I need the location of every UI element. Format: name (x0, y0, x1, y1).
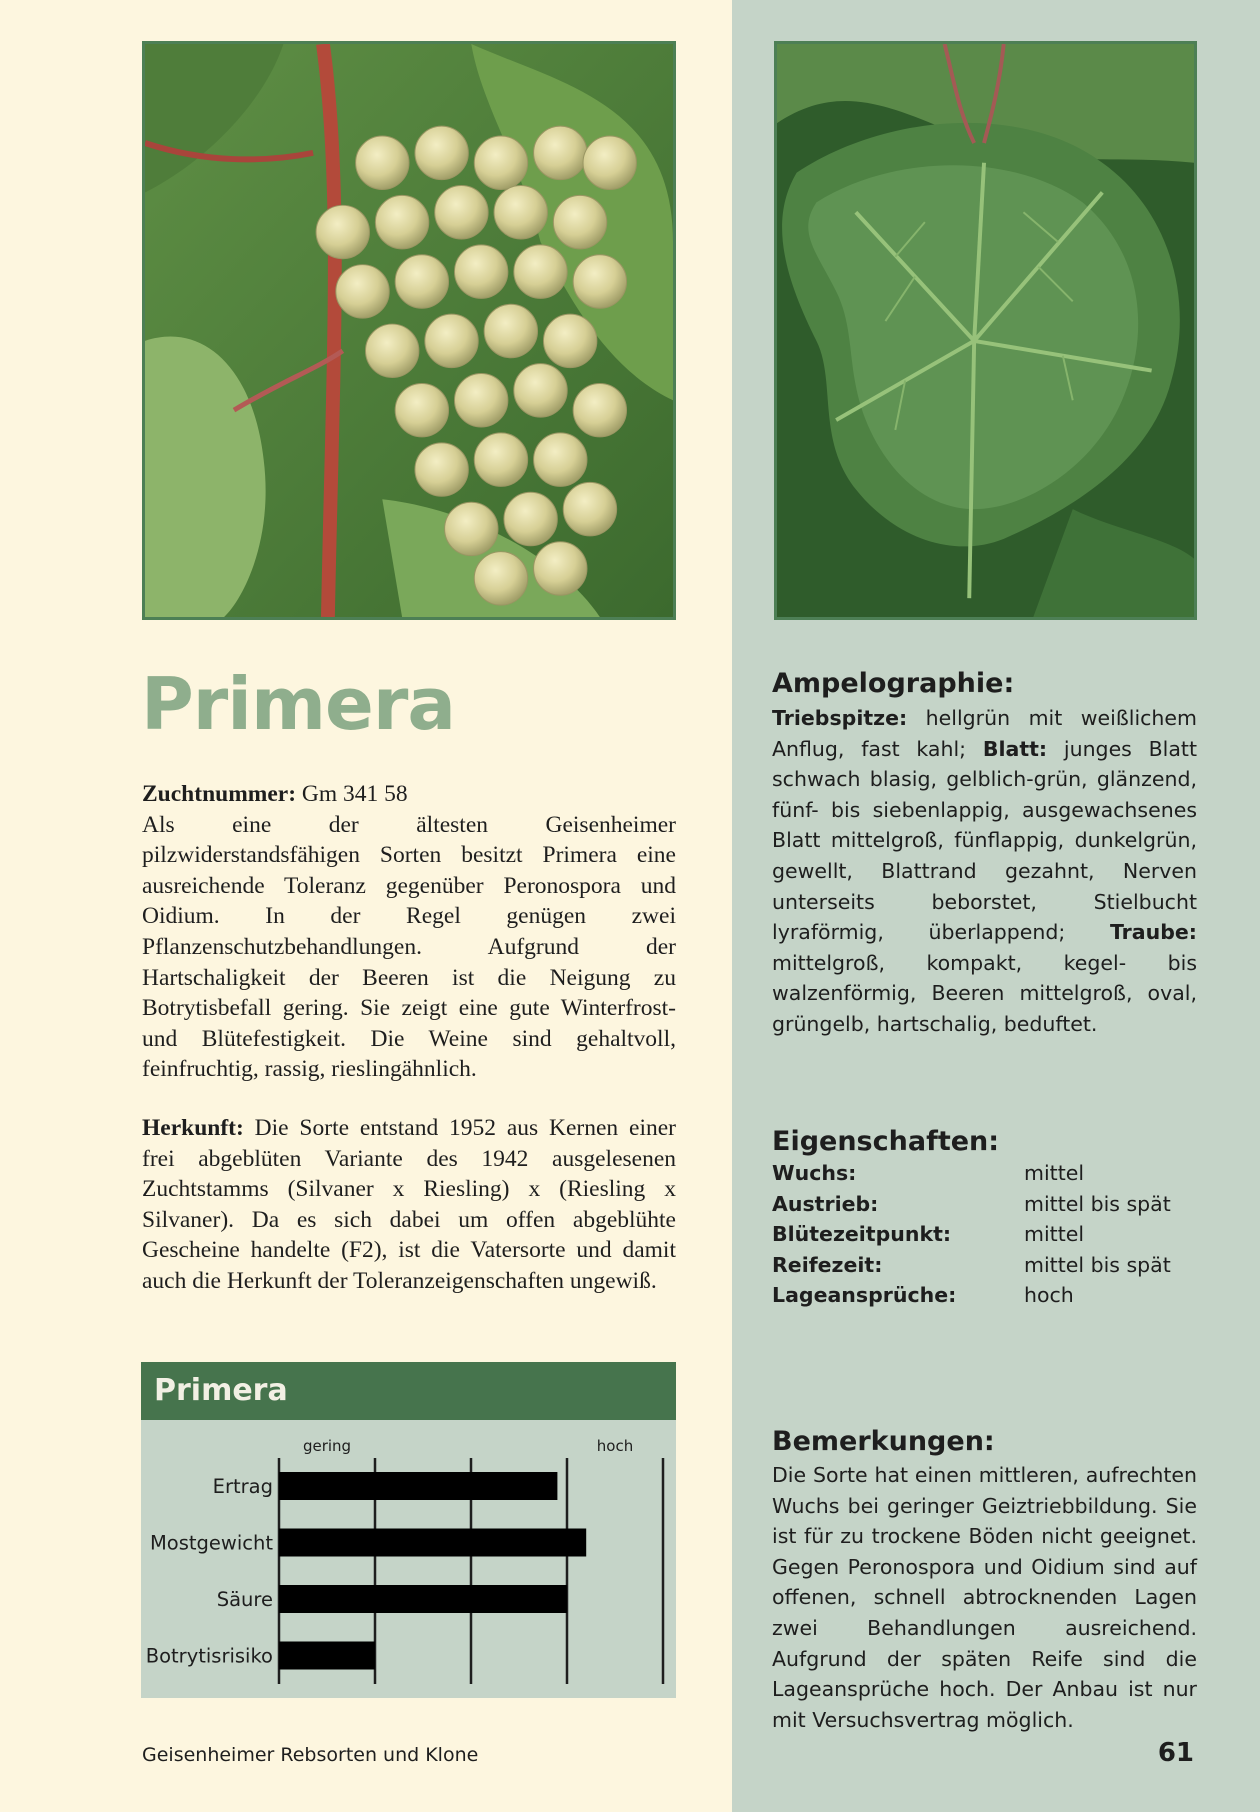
traube-label: Traube: (1109, 920, 1197, 945)
property-key: Wuchs: (772, 1161, 857, 1185)
property-value: mittel (1024, 1161, 1085, 1185)
grape-berry (316, 205, 369, 258)
grape-berry (534, 433, 587, 486)
grape-berry (435, 186, 488, 239)
grape-berry (573, 383, 626, 436)
chart-scale-label: gering (302, 1437, 352, 1455)
chart-bar (279, 1585, 567, 1613)
grape-berry (375, 195, 428, 248)
grape-berry (583, 136, 636, 189)
grape-berry (415, 126, 468, 179)
grape-berry (563, 482, 616, 535)
vine-leaf-photo (774, 41, 1197, 620)
chart-category-label: Mostgewicht (149, 1531, 273, 1555)
bemerkungen-heading: Bemerkungen: (772, 1426, 995, 1457)
zuchtnummer-paragraph (142, 779, 676, 1085)
eigenschaften-heading: Eigenschaften: (772, 1126, 1000, 1157)
property-key: Reifezeit: (772, 1252, 883, 1277)
ampelographie-text (772, 703, 1197, 1040)
property-value: hoch (1024, 1283, 1074, 1308)
property-value: mittel (1024, 1222, 1085, 1247)
grape-berry (415, 443, 468, 496)
property-row (772, 1189, 1197, 1220)
grape-berry (474, 552, 527, 605)
eigenschaften-table (772, 1158, 1197, 1311)
triebspitze-text: hellgrün mit weißlichem Anflug, fast kahl; (772, 706, 1197, 761)
blatt-text: junges Blatt schwach blasig, gelblich-grün, glänzend, fünf- bis siebenlappig, ausgewachsenes Blatt mittelgroß, fünflappig, dunkelgrün, gewellt, Blattrand gezahnt, Nerven unterseits beborstet, Stielbucht lyraförmig, überlappend; (772, 736, 1198, 945)
property-key: Lageansprüche: (772, 1283, 957, 1308)
herkunft-label: Herkunft: (142, 1115, 244, 1141)
page-title: Primera (141, 662, 455, 746)
grape-berry (494, 186, 547, 239)
ampelographie-heading: Ampelographie: (772, 668, 1015, 699)
grape-berry (514, 364, 567, 417)
property-row (772, 1219, 1197, 1250)
property-row (772, 1250, 1197, 1281)
bemerkungen-text: Die Sorte hat einen mittleren, aufrechten Wuchs bei geringer Geiztriebbildung. Sie ist für zu trockene Böden nicht geeignet. Gegen Peronospora und Oidium sind auf offenen, schnell abtrocknenden Lagen zwei Behandlungen ausreichend. Aufgrund der späten Reife sind die Lageansprüche hoch. Der Anbau ist nur mit Versuchsvertrag möglich. (772, 1463, 1197, 1732)
property-row (772, 1158, 1197, 1189)
grape-berry (395, 383, 448, 436)
grape-berry (514, 245, 567, 298)
property-value: mittel bis spät (1024, 1252, 1171, 1277)
grape-berry (454, 374, 507, 427)
grape-berry (425, 314, 478, 367)
blatt-label: Blatt: (982, 736, 1048, 761)
property-row (772, 1280, 1197, 1311)
chart-bar (279, 1472, 557, 1500)
zuchtnummer-label: Zuchtnummer: (142, 781, 297, 807)
grape-berry (474, 136, 527, 189)
zuchtnummer-text: Als eine der ältesten Geisenheimer pilzwiderstandsfähigen Sorten besitzt Primera eine ausreichende Toleranz gegenüber Peronospora und Oidium. In der Regel genügen zwei Pflanzenschutzbehandlungen. Aufgrund der Hartschaligkeit der Beeren ist die Neigung zu Botrytisbefall gering. Sie zeigt eine gute Winterfrost- und Blütefestigkeit. Die Weine sind gehaltvoll, feinfruchtig, rassig, rieslingähnlich. (142, 811, 676, 1083)
property-key: Austrieb: (772, 1191, 879, 1216)
chart-bar (279, 1529, 586, 1557)
herkunft-paragraph (142, 1113, 676, 1297)
grape-berry (534, 542, 587, 595)
property-key: Blütezeitpunkt: (772, 1222, 952, 1247)
grape-berry (543, 314, 596, 367)
chart-header (141, 1362, 676, 1420)
rating-chart (141, 1362, 676, 1698)
grape-berry (445, 502, 498, 555)
grape-berry (534, 126, 587, 179)
page-number: 61 (1157, 1738, 1194, 1768)
property-value: mittel bis spät (1024, 1191, 1171, 1216)
grape-berry (395, 255, 448, 308)
chart-title: Primera (154, 1373, 288, 1408)
grape-berry (474, 433, 527, 486)
zuchtnummer-value: Gm 341 58 (296, 781, 408, 807)
chart-plot (141, 1420, 676, 1698)
grape-berry (336, 265, 389, 318)
herkunft-text: Die Sorte entstand 1952 aus Kernen einer frei abgeblüten Variante des 1942 ausgelesenen Zuchtstamms (Silvaner x Riesling) x (Riesling x Silvaner). Da es sich dabei um offen abgeblühte Gescheine handelte (F2), ist die Vatersorte und damit auch die Herkunft der Toleranzeigenschaften ungewiß. (142, 1115, 676, 1294)
grape-berry (484, 304, 537, 357)
chart-scale-label: hoch (596, 1437, 634, 1455)
chart-category-label: Säure (216, 1588, 273, 1611)
grape-berry (356, 136, 409, 189)
grape-berry (454, 245, 507, 298)
chart-category-label: Ertrag (212, 1475, 273, 1498)
grape-berry (573, 255, 626, 308)
chart-category-label: Botrytisrisiko (145, 1644, 273, 1668)
triebspitze-label: Triebspitze: (772, 706, 908, 730)
grape-cluster-photo (142, 41, 676, 620)
traube-text: mittelgroß, kompakt, kegel- bis walzenförmig, Beeren mittelgroß, oval, grüngelb, hartschalig, beduftet. (772, 950, 1197, 1036)
grape-berry (553, 195, 606, 248)
grape-berry (365, 324, 418, 377)
footer-book-title: Geisenheimer Rebsorten und Klone (142, 1744, 479, 1766)
grape-berry (504, 492, 557, 545)
chart-bar (279, 1642, 375, 1670)
